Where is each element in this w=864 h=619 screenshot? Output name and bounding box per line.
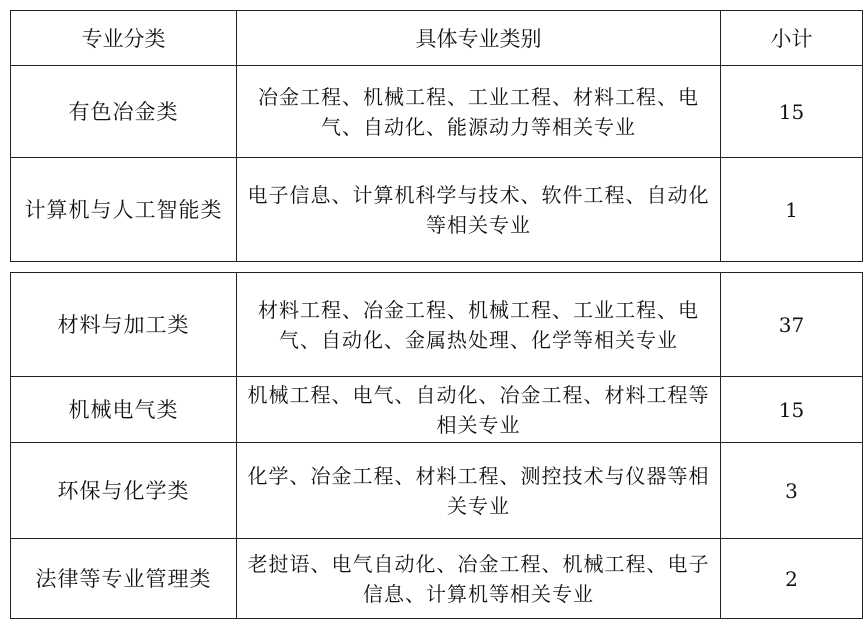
- table-row: [11, 158, 863, 262]
- specialties-cell: 化学、冶金工程、材料工程、测控技术与仪器等相关专业: [237, 443, 721, 539]
- recruitment-table-top: [10, 10, 863, 262]
- table-row: [11, 443, 863, 539]
- table-row: [11, 377, 863, 443]
- recruitment-table-bottom: [10, 272, 863, 619]
- table-row: [11, 66, 863, 158]
- header-count: 小计: [721, 11, 863, 66]
- count-cell: 15: [721, 377, 863, 443]
- category-cell: 有色冶金类: [11, 66, 237, 158]
- count-cell: 37: [721, 273, 863, 377]
- count-cell: 1: [721, 158, 863, 262]
- specialties-cell: 材料工程、冶金工程、机械工程、工业工程、电气、自动化、金属热处理、化学等相关专业: [237, 273, 721, 377]
- category-cell: 法律等专业管理类: [11, 539, 237, 619]
- header-specialties: 具体专业类别: [237, 11, 721, 66]
- category-cell: 材料与加工类: [11, 273, 237, 377]
- count-cell: 2: [721, 539, 863, 619]
- table-row: [11, 273, 863, 377]
- category-cell: 机械电气类: [11, 377, 237, 443]
- table-header-row: [11, 11, 863, 66]
- header-category: 专业分类: [11, 11, 237, 66]
- specialties-cell: 老挝语、电气自动化、冶金工程、机械工程、电子信息、计算机等相关专业: [237, 539, 721, 619]
- table-row: [11, 539, 863, 619]
- specialties-cell: 冶金工程、机械工程、工业工程、材料工程、电气、自动化、能源动力等相关专业: [237, 66, 721, 158]
- category-cell: 计算机与人工智能类: [11, 158, 237, 262]
- specialties-cell: 电子信息、计算机科学与技术、软件工程、自动化等相关专业: [237, 158, 721, 262]
- specialties-cell: 机械工程、电气、自动化、冶金工程、材料工程等相关专业: [237, 377, 721, 443]
- count-cell: 3: [721, 443, 863, 539]
- count-cell: 15: [721, 66, 863, 158]
- category-cell: 环保与化学类: [11, 443, 237, 539]
